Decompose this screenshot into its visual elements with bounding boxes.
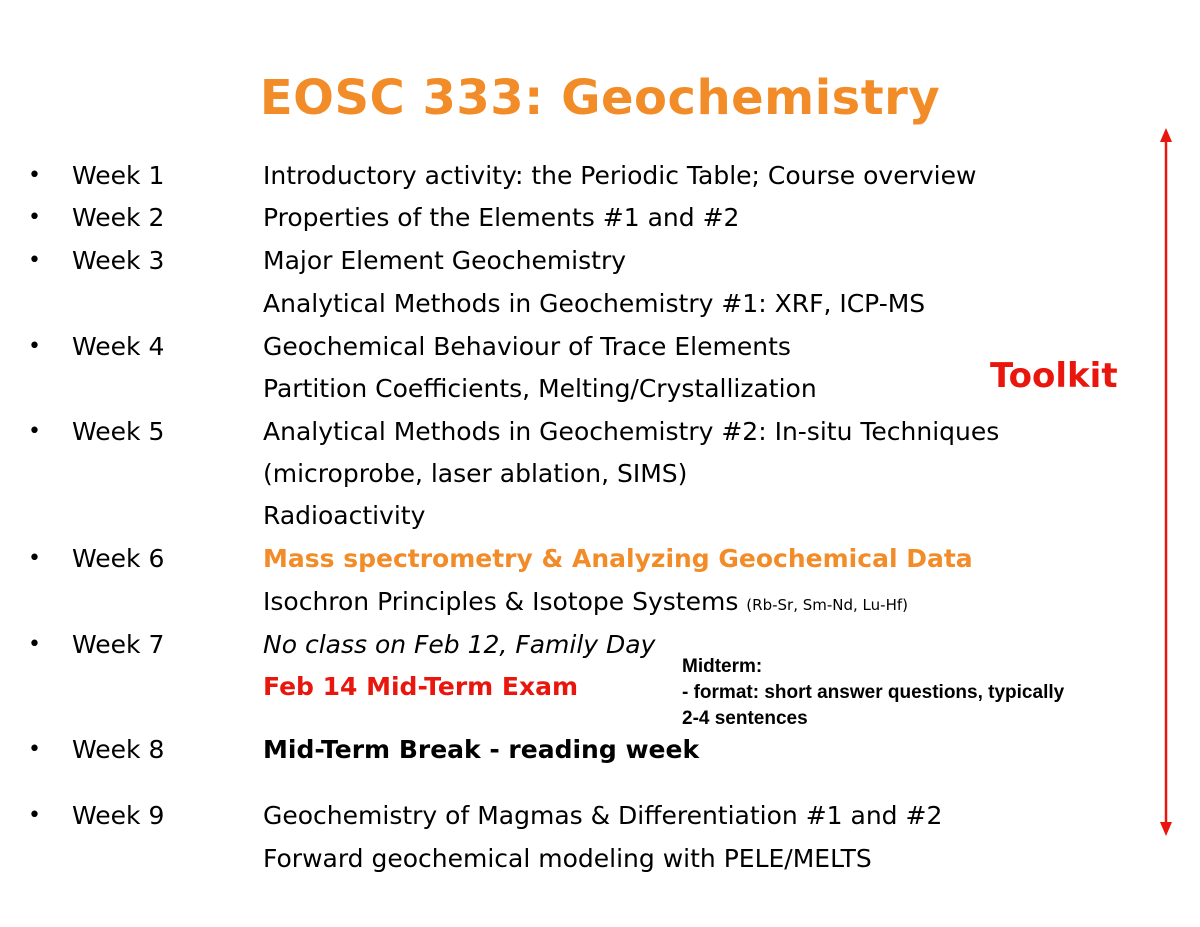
topic-text-italic: No class on Feb 12, Family Day xyxy=(263,630,656,659)
topic-text: Isochron Principles & Isotope Systems xyxy=(263,587,739,616)
topic-subnote: (Rb-Sr, Sm-Nd, Lu-Hf) xyxy=(746,596,908,614)
bullet-icon: • xyxy=(28,163,41,188)
week-label: Week 1 xyxy=(72,161,165,190)
week-label: Week 3 xyxy=(72,246,165,275)
bullet-icon: • xyxy=(28,632,41,657)
week-label: Week 8 xyxy=(72,735,165,764)
bullet-icon: • xyxy=(28,546,41,571)
topic-text: Partition Coefficients, Melting/Crystallization xyxy=(263,374,817,403)
topic-text-exam: Feb 14 Mid-Term Exam xyxy=(263,672,579,701)
topic-text: Introductory activity: the Periodic Table; Course overview xyxy=(263,161,977,190)
topic-text: Major Element Geochemistry xyxy=(263,246,627,275)
week-label: Week 2 xyxy=(72,203,165,232)
bullet-icon: • xyxy=(28,248,41,273)
bullet-icon: • xyxy=(28,205,41,230)
bullet-icon: • xyxy=(28,419,41,444)
topic-text-wrapper xyxy=(263,582,908,625)
topic-text-highlight: Mass spectrometry & Analyzing Geochemical Data xyxy=(263,544,973,573)
topic-text: Radioactivity xyxy=(263,501,426,530)
topic-text: Forward geochemical modeling with PELE/MELTS xyxy=(263,844,872,873)
week-label: Week 9 xyxy=(72,801,165,830)
midterm-note-line: 2-4 sentences xyxy=(682,708,808,729)
week-label: Week 6 xyxy=(72,544,165,573)
topic-text: Analytical Methods in Geochemistry #2: In-situ Techniques xyxy=(263,417,1000,446)
week-label: Week 4 xyxy=(72,332,165,361)
page-title: EOSC 333: Geochemistry xyxy=(259,70,941,126)
topic-text: Properties of the Elements #1 and #2 xyxy=(263,203,740,232)
midterm-note-line: - format: short answer questions, typically xyxy=(682,682,1065,703)
toolkit-label: Toolkit xyxy=(990,356,1118,396)
topic-text: Geochemistry of Magmas & Differentiation #1 and #2 xyxy=(263,801,943,830)
week-label: Week 7 xyxy=(72,630,165,659)
topic-text: Analytical Methods in Geochemistry #1: XRF, ICP-MS xyxy=(263,289,926,318)
bullet-icon: • xyxy=(28,803,41,828)
bullet-icon: • xyxy=(28,737,41,762)
midterm-note xyxy=(682,654,1172,732)
bullet-icon: • xyxy=(28,334,41,359)
midterm-note-heading: Midterm: xyxy=(682,656,763,677)
topic-text: Geochemical Behaviour of Trace Elements xyxy=(263,332,791,361)
topic-text: (microprobe, laser ablation, SIMS) xyxy=(263,459,688,488)
topic-text-bold: Mid-Term Break - reading week xyxy=(263,735,700,764)
week-label: Week 5 xyxy=(72,417,165,446)
